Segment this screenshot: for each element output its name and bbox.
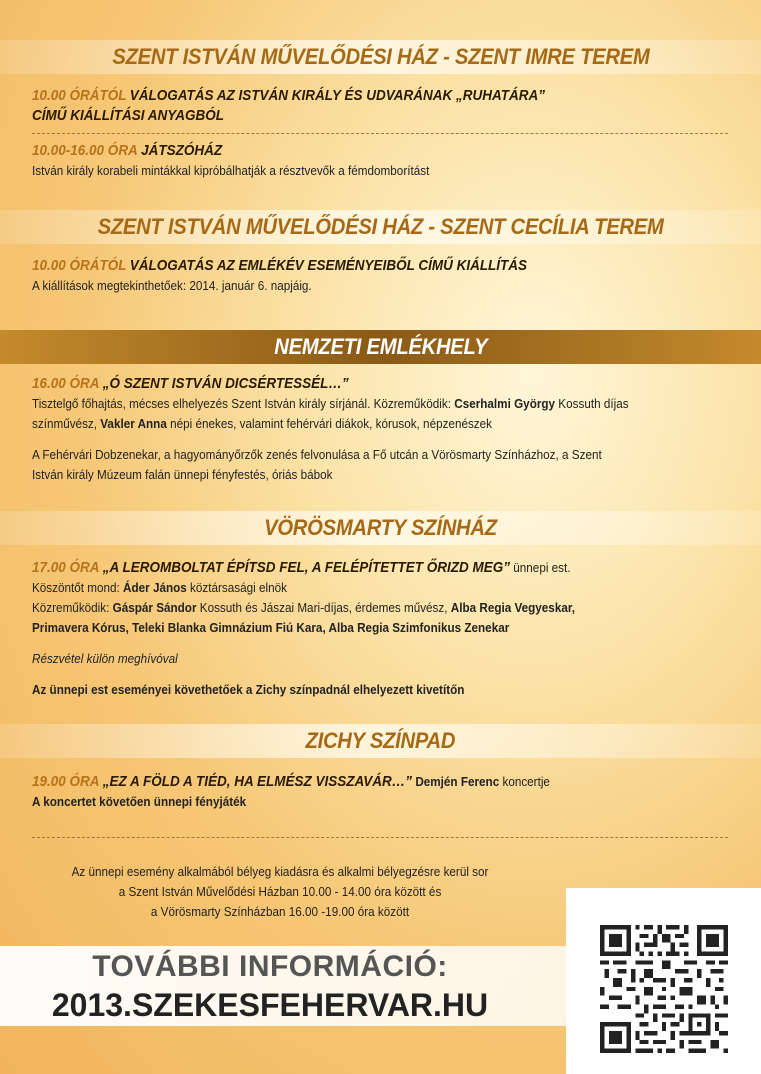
event-emlekev: 10.00 ÓRÁTÓL VÁLOGATÁS AZ EMLÉKÉV ESEMÉNYEIBŐL CÍMŰ KIÁLLÍTÁS A kiállítások megtekinthetőek: 2014. január 6. napjáig.: [32, 257, 528, 293]
section-title: ZICHY SZÍNPAD: [305, 728, 456, 753]
divider: [32, 133, 728, 134]
stamp-info-line: Az ünnepi esemény alkalmából bélyeg kiadásra és alkalmi bélyegzésre kerül sor: [71, 864, 489, 879]
event-unnepi-est: 17.00 ÓRA „A LEROMBOLTAT ÉPÍTSD FEL, A FELÉPÍTETTET ŐRIZD MEG” ünnepi est. Köszöntőt mond: Áder János köztársasági elnök Közreműködik: Gáspár Sándor Kossuth és Jászai Mari-díjas, érdemes művész, Alba Regia Vegyeskar, Primavera Kórus, Teleki Blanka Gimnázium Fiú Kara, Alba Regia Szimfonikus Zenekar: [32, 559, 575, 635]
section-band-szent-imre: [0, 40, 761, 74]
more-info-heading: TOVÁBBI INFORMÁCIÓ:: [92, 950, 448, 983]
stamp-info-line: a Szent István Művelődési Házban 10.00 - 14.00 óra között és: [118, 884, 442, 899]
section-band-nemzeti-emlekhely: [0, 330, 761, 364]
section-band-vorosmarty: [0, 511, 761, 545]
section-band-zichy: [0, 724, 761, 758]
invitation-note: Részvétel külön meghívóval: [32, 651, 178, 666]
section-title: NEMZETI EMLÉKHELY: [273, 334, 488, 359]
event-demjen-koncert: 19.00 ÓRA „EZ A FÖLD A TIÉD, HA ELMÉSZ VISSZAVÁR…” Demjén Ferenc koncertje A koncertet követően ünnepi fényjáték: [32, 773, 550, 809]
qr-code-icon[interactable]: [600, 925, 728, 1053]
section-title: SZENT ISTVÁN MŰVELŐDÉSI HÁZ - SZENT IMRE TEREM: [111, 44, 650, 69]
event-jatszohaz: 10.00-16.00 ÓRA JÁTSZÓHÁZ István király korabeli mintákkal kipróbálhatják a résztvevők a fémdomborítást: [32, 142, 430, 178]
event-dicsertessel: 16.00 ÓRA „Ó SZENT ISTVÁN DICSÉRTESSÉL…” Tisztelgő főhajtás, mécses elhelyezés Szent István király sírjánál. Közreműködik: Cserhalmi György Kossuth díjas színművész, Vakler Anna népi énekes, valamint fehérvári diákok, kórusok, népzenészek: [32, 375, 629, 431]
website-link[interactable]: 2013.SZEKESFEHERVAR.HU: [51, 987, 489, 1023]
event-dobzenekar: A Fehérvári Dobzenekar, a hagyományőrzők zenés felvonulása a Fő utcán a Vörösmarty Színházhoz, a Szent István király Múzeum falán ünnepi fényfestés, óriás bábok: [32, 447, 602, 482]
event-ruhatar: 10.00 ÓRÁTÓL VÁLOGATÁS AZ ISTVÁN KIRÁLY ÉS UDVARÁNAK „RUHATÁRA” CÍMŰ KIÁLLÍTÁSI ANYAGBÓL: [32, 87, 546, 124]
section-band-szent-cecilia: [0, 210, 761, 244]
stamp-info-line: a Vörösmarty Színházban 16.00 -19.00 óra között: [150, 904, 410, 919]
screen-follow-note: Az ünnepi est eseményei követhetőek a Zichy színpadnál elhelyezett kivetítőn: [32, 682, 465, 697]
divider: [32, 837, 728, 838]
section-title: SZENT ISTVÁN MŰVELŐDÉSI HÁZ - SZENT CECÍLIA TEREM: [97, 214, 664, 239]
section-title: VÖRÖSMARTY SZÍNHÁZ: [264, 515, 497, 540]
